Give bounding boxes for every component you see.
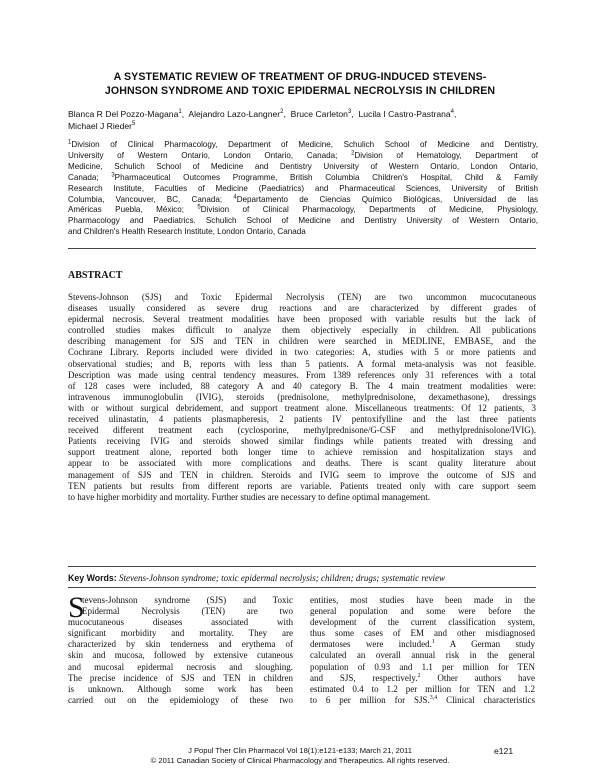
affiliation-line: Research Institute, Faculties of Medicine (Paediatrics) and Pharmaceutical Sciences, University of British [68, 183, 538, 193]
author-name: Blanca R Del Pozzo-Magana [68, 109, 179, 119]
body-line: tevens-Johnson syndrome (SJS) and Toxic [82, 595, 293, 605]
abstract-heading: ABSTRACT [68, 270, 123, 281]
abstract-line: intravenous immunoglobulin (IVIG), steroids (prednisolone, methylprednisolone, dexamethasone), dressings [68, 391, 536, 402]
abstract-line: controlled studies makes difficult to analyze them objectively especially in children. All publications [68, 325, 536, 336]
body-line: general population and some were before the [310, 606, 535, 617]
affiliation-line: University of Western Ontario, London Ontario, Canada; $^2$Division of Hematology, Department of [68, 150, 538, 160]
abstract-line: Stevens-Johnson (SJS) and Toxic Epidermal Necrolysis (TEN) are two uncommon mucocutaneous [68, 292, 536, 302]
author-name: Bruce Carleton [290, 109, 348, 119]
body-column-left [68, 591, 293, 706]
author-affiliation-mark: 1 [178, 109, 182, 116]
author-affiliation-mark: 2 [280, 109, 284, 116]
author-name: Lucila I Castro-Pastrana [358, 109, 451, 119]
affiliation-line: and Children's Health Research Institute, London Ontario, Canada [68, 227, 306, 237]
header-divider [68, 248, 536, 249]
affiliation-line: Medicine, Schulich School of Medicine and Dentistry University of Western Ontario, London Ontario, [68, 161, 538, 171]
body-line: carried out on the epidemiology of these two [68, 694, 293, 705]
body-line: dermatoses were included.$^1$ A German study [310, 639, 536, 650]
body-line: skin and mucosa, followed by extensive cutaneous [68, 650, 293, 661]
drop-cap: S [68, 591, 85, 624]
keywords [68, 573, 536, 584]
abstract-line: Description was made using central tendency measures. From 1389 references only 31 references with a total [68, 369, 536, 380]
citation-mark: 3,4 [429, 694, 438, 701]
abstract-line: to have higher morbidity and mortality. Further studies are necessary to define optimal management. [68, 491, 431, 502]
body-line: Epidermal Necrolysis (TEN) are two [82, 606, 293, 617]
citation-mark: 1 [431, 639, 435, 646]
affiliations [68, 140, 538, 238]
body-line: entities, most studies have been made in the [310, 595, 535, 605]
affiliation-line: Columbia, Vancouver, BC, Canada; $^4$Departamento de Ciencias Químico Biológicas, Universidad de las [68, 193, 539, 204]
affiliation-line: Américas Puebla, México; $^5$Division of Clinical Pharmacology, Departments of Medicine, Physiology, [68, 204, 538, 215]
abstract-line: describing management for SJS and TEN in children were searched in MEDLINE, EMBASE, and the [68, 336, 536, 347]
abstract-line: support treatment alone, reported both longer time to achieve remission and hospitalization stays and [68, 447, 536, 458]
affiliation-line: $^1$Division of Clinical Pharmacology, Department of Medicine, Schulich School of Medicine and Dentistry, [68, 139, 538, 149]
affiliation-line: Pharmacology and Paediatrics. Schulich School of Medicine and Dentistry University of Western Ontario, [68, 216, 538, 226]
body-line: The precise incidence of SJS and TEN in children [68, 672, 293, 683]
body-line: and SJS, respectively.$^2$ Other authors have [310, 672, 535, 683]
author-affiliation-mark: 3 [347, 109, 352, 116]
abstract-line: of 128 cases were included, 88 category A and 40 category B. The 4 main treatment modalities were: [68, 380, 536, 391]
citation-mark: 2 [417, 672, 421, 679]
abstract-line: diseases usually considered as severe drug reactions and are characterized by different grades of [68, 303, 536, 314]
body-line: to 6 per million for SJS.$^{3,4}$ Clinical characteristics [310, 694, 535, 705]
body-line: population of 0.93 and 1.1 per million for TEN [310, 661, 535, 672]
abstract-body [68, 292, 536, 503]
affiliation-line: Canada; $^3$Pharmaceutical Outcomes Programme, British Columbia Children's Hospital, Child & Family [68, 172, 538, 182]
body-line: is unknown. Although some work has been [68, 683, 293, 694]
title-line-1: A SYSTEMATIC REVIEW OF TREATMENT OF DRUG-INDUCED STEVENS- [113, 71, 487, 83]
body-line: mucocutaneous diseases associated with [68, 617, 293, 628]
abstract-line: management of SJS and TEN in children. Steroids and IVIG seem to improve the outcome of SJS and [68, 469, 536, 480]
abstract-line: appear to be associated with more complications and deaths. There is scant quality literature about [68, 458, 536, 469]
author-list: Blanca R Del Pozzo-Magana$^1$, Alejandro Lazo-Langner$^2$, Bruce Carleton$^3$, Lucila I Castro-Pastrana$^4$, Michael J Rieder$^5$ [68, 109, 457, 131]
page-footer [0, 746, 600, 766]
body-line: characterized by skin tenderness and erythema of [68, 639, 293, 650]
abstract-line: epidermal necrosis. Several treatment modalities have been proposed with variable results but the lack of [68, 314, 536, 325]
body-column-right [310, 595, 535, 706]
author-affiliation-mark: 5 [132, 121, 136, 128]
abstract-line: received different treatment each (cyclosporine, methylprednisone/G-CSF and methylprednisolone/IVIG). [68, 425, 536, 436]
author-affiliation-mark: 4 [450, 109, 455, 116]
author-name: Michael J Rieder [68, 121, 132, 131]
body-line: calculated an overall annual risk in the general [310, 650, 535, 661]
abstract-line: observational studies; and B, reports with less than 5 patients. A formal meta-analysis was not feasible. [68, 358, 536, 369]
title-line-2: JOHNSON SYNDROME AND TOXIC EPIDERMAL NECROLYSIS IN CHILDREN [104, 85, 496, 97]
body-line: significant morbidity and mortality. They are [68, 628, 293, 639]
copyright-notice: © 2011 Canadian Society of Clinical Pharmacology and Therapeutics. All rights reserved. [150, 756, 450, 765]
abstract-line: Patients receiving IVIG and steroids showed similar findings while patients treated with dressing and [68, 436, 536, 447]
keywords-bottom-divider [68, 587, 536, 588]
body-line: development of the current classification system, [310, 617, 535, 628]
keywords-label: Key Words: [68, 573, 117, 583]
abstract-line: TEN patients but results from different reports are variable. Patients treated only with care support seem [68, 480, 536, 491]
paper-title [60, 70, 540, 98]
keywords-top-divider [68, 566, 536, 567]
page-number: e121 [494, 746, 514, 756]
body-line: and mucosal epidermal necrosis and sloughing. [68, 661, 293, 672]
keywords-text: Stevens-Johnson syndrome; toxic epidermal necrolysis; children; drugs; systematic review [118, 573, 446, 583]
abstract-line: with or without surgical debridement, and support treatment alone. Miscellaneous treatments: Of 12 patients, 3 [68, 402, 536, 413]
abstract-line: Cochrane Library. Reports included were divided in two categories: A, studies with 5 or more patients and [68, 347, 536, 358]
journal-citation: J Popul Ther Clin Pharmacol Vol 18(1):e121-e133; March 21, 2011 [188, 746, 412, 755]
author-name: Alejandro Lazo-Langner [188, 109, 281, 119]
body-line: estimated 0.4 to 1.2 per million for TEN and 1.2 [310, 683, 535, 694]
abstract-line: received ulinastatin, 4 patients plasmapheresis, 2 patients IV pentoxifylline and the last three patients [68, 414, 536, 425]
body-line: thus some cases of EM and other misdiagnosed [310, 628, 535, 639]
